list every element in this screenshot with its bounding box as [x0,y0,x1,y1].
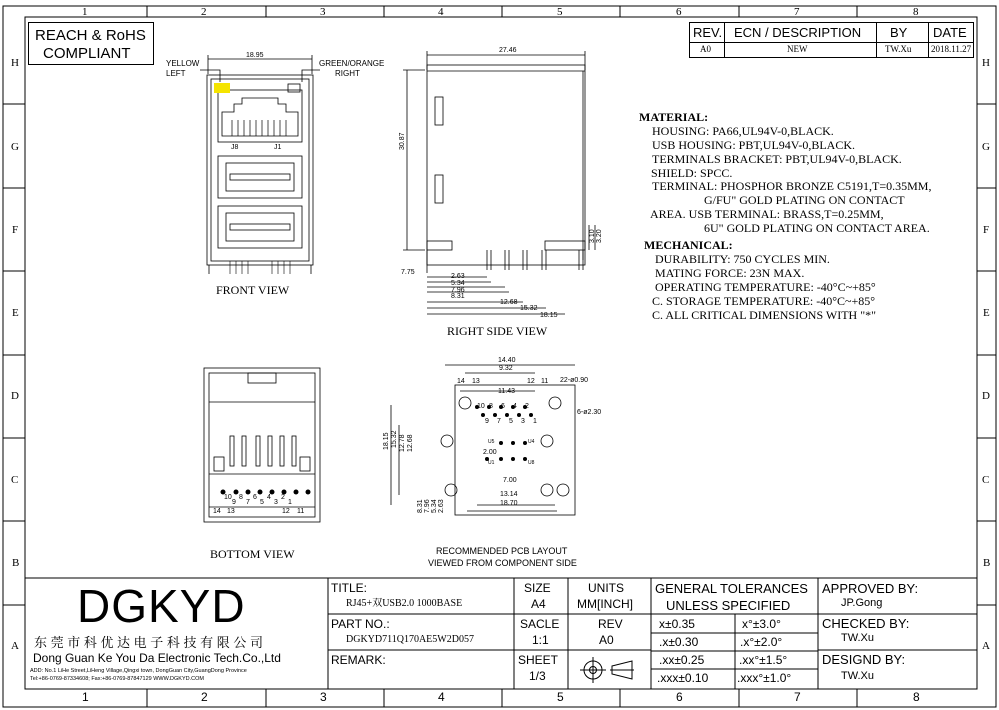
mechanical-header: MECHANICAL: [644,238,733,252]
pcb-pin-6: 6 [501,403,505,410]
zone-col-6: 6 [676,6,682,18]
title-label: TITLE: [331,581,368,595]
company-contact: Tel:+86-0769-87334608; Fax:+86-0769-87847129 WWW.DGKYD.COM [30,676,204,682]
pcb-usb-u8: U8 [528,460,535,466]
side-dim-1: 2.63 [451,273,465,280]
rev-value-tb: A0 [599,633,614,647]
side-view-drawing [395,45,605,325]
pcb-pin-12: 12 [527,378,535,385]
bottom-pin-8: 8 [239,494,243,501]
tolerance-lin-1: x±0.35 [659,617,695,631]
pin-j8-label: J8 [231,144,239,151]
side-left-dim: 7.75 [401,269,415,276]
zone-col-5: 5 [557,6,563,18]
tolerance-ang-2: .x°±2.0° [740,635,783,649]
zone-col-4-bottom: 4 [438,690,445,704]
tolerance-header-2: UNLESS SPECIFIED [666,598,791,613]
rev-label: REV [598,617,623,631]
sheet-label: SHEET [518,653,559,667]
zone-row-c-right: C [982,474,990,486]
partno-label: PART NO.: [331,617,390,631]
units-value: MM[INCH] [577,597,633,611]
front-view-drawing [190,50,330,280]
material-line-4: SHIELD: SPCC. [651,166,733,180]
side-view-title: RIGHT SIDE VIEW [447,324,548,338]
title-value: RJ45+双USB2.0 1000BASE [346,598,463,609]
tolerance-header-1: GENERAL TOLERANCES [655,581,808,596]
led-right-sub: RIGHT [335,69,360,78]
partno-value: DGKYD711Q170AE5W2D057 [346,634,474,645]
company-logo: DGKYD [77,580,246,632]
rev-header: REV. [693,25,723,40]
pcb-title-line1: RECOMMENDED PCB LAYOUT [436,546,568,556]
checked-value: TW.Xu [841,632,875,644]
tolerance-lin-4: .xxx±0.10 [657,671,709,685]
pcb-pin-11: 11 [541,378,549,385]
side-tail-dim-2: 3.20 [596,229,603,243]
pcb-dim-top-1: 14.40 [498,357,516,364]
tolerance-ang-4: .xxx°±1.0° [737,671,792,685]
pcb-dim-mid-4: 18.70 [500,500,518,507]
pcb-dim-left-1: 18.15 [383,432,390,450]
pin-j1-label: J1 [274,144,282,151]
zone-row-g: G [11,141,19,153]
pcb-pin-14: 14 [457,378,465,385]
pcb-dim-bl-2: 7.96 [424,499,431,513]
pcb-usb-u4: U4 [528,439,535,445]
side-height-dim: 30.87 [399,132,406,150]
zone-col-8-bottom: 8 [913,690,920,704]
pcb-usb-u5: U5 [488,439,495,445]
tolerance-ang-1: x°±3.0° [742,617,781,631]
mechanical-line-2: MATING FORCE: 23N MAX. [655,266,805,280]
zone-row-a: A [11,640,19,652]
pcb-hole-large: 6-ø2.30 [577,409,602,416]
mechanical-line-5: C. ALL CRITICAL DIMENSIONS WITH "*" [652,308,877,322]
pcb-pin-10: 10 [477,403,485,410]
led-left-label: YELLOW [166,59,200,68]
by-value: TW.Xu [885,44,912,54]
bottom-pin-12: 12 [282,508,290,515]
remark-label: REMARK: [331,653,386,667]
pcb-hole-small: 22-ø0.90 [560,377,589,384]
zone-col-2-bottom: 2 [201,690,208,704]
bottom-pin-4: 4 [267,494,271,501]
material-header: MATERIAL: [639,110,709,124]
zone-col-2: 2 [201,6,207,18]
bottom-pin-13: 13 [227,508,235,515]
zone-row-b: B [12,557,20,569]
pcb-dim-bl-4: 2.63 [438,499,445,513]
front-view-title: FRONT VIEW [216,283,290,297]
zone-col-7-bottom: 7 [794,690,801,704]
side-dim-7: 18.15 [540,312,558,319]
designed-value: TW.Xu [841,670,875,682]
zone-col-5-bottom: 5 [557,690,564,704]
zone-row-h-right: H [982,57,990,69]
zone-row-f-right: F [983,224,990,236]
rev-value: A0 [700,44,711,54]
material-line-3: TERMINALS BRACKET: PBT,UL94V-0,BLACK. [652,152,902,166]
bottom-pin-2: 2 [281,494,285,501]
zone-row-a-right: A [982,640,990,652]
pcb-dim-bl-1: 8.31 [417,499,424,513]
bottom-pin-7: 7 [246,499,250,506]
zone-row-g-right: G [982,141,990,153]
sheet-value: 1/3 [529,669,546,683]
zone-row-c: C [11,474,19,486]
front-width-dim: 18.95 [246,52,264,59]
bottom-pin-3: 3 [274,499,278,506]
pcb-dim-left-4: 12.68 [407,434,414,452]
checked-label: CHECKED BY: [822,616,910,631]
tolerance-lin-3: .xx±0.25 [659,653,705,667]
size-value: A4 [531,597,546,611]
pcb-dim-top-3: 11.43 [498,388,515,395]
approved-value: JP.Gong [841,597,883,609]
material-line-2: USB HOUSING: PBT,UL94V-0,BLACK. [652,138,856,152]
pcb-dim-bl-3: 5.34 [431,499,438,513]
material-line-6: G/FU" GOLD PLATING ON CONTACT [704,193,905,207]
zone-row-e: E [12,307,19,319]
side-dim-2: 5.34 [451,280,465,287]
pcb-pin-1: 1 [533,418,537,425]
mechanical-line-4: C. STORAGE TEMPERATURE: -40°C~+85° [652,294,876,308]
compliance-box [28,22,154,65]
zone-row-e-right: E [983,307,990,319]
ecn-header: ECN / DESCRIPTION [734,25,862,40]
bottom-pin-9: 9 [232,499,236,506]
material-line-7: AREA. USB TERMINAL: BRASS,T=0.25MM, [650,207,884,221]
date-value: 2018.11.27 [931,44,972,54]
side-dim-3: 7.96 [451,287,465,294]
zone-col-6-bottom: 6 [676,690,683,704]
pcb-pin-3: 3 [521,418,525,425]
material-line-8: 6U" GOLD PLATING ON CONTACT AREA. [704,221,930,235]
side-dim-4: 8.31 [451,293,465,300]
zone-row-f: F [12,224,19,236]
tolerance-ang-3: .xx°±1.5° [739,653,788,667]
pcb-dim-left-2: 15.32 [391,430,398,448]
revision-table [689,22,974,58]
zone-col-4: 4 [438,6,444,18]
date-header: DATE [933,25,967,40]
zone-row-h: H [11,57,19,69]
size-label: SIZE [524,581,551,595]
scale-value: 1:1 [532,633,549,647]
bottom-pin-14: 14 [213,508,221,515]
approved-label: APPROVED BY: [822,581,919,596]
company-name-cn: 东 莞 市 科 优 达 电 子 科 技 有 限 公 司 [34,635,263,650]
scale-label: SACLE [520,617,560,631]
pcb-pin-13: 13 [472,378,480,385]
bottom-pin-1: 1 [288,499,292,506]
zone-col-7: 7 [794,6,800,18]
pcb-dim-top-2: 9.32 [499,365,513,372]
led-right-label: GREEN/ORANGE [319,59,385,68]
zone-col-1-bottom: 1 [82,690,89,704]
pcb-pin-7: 7 [497,418,501,425]
bottom-pin-6: 6 [253,494,257,501]
bottom-view-drawing [198,362,328,532]
projection-symbol-icon [578,655,638,685]
compliance-line1: REACH & RoHS [35,27,146,44]
zone-col-8: 8 [913,6,919,18]
zone-row-d: D [11,390,19,402]
pcb-pin-5: 5 [509,418,513,425]
by-header: BY [890,25,908,40]
pcb-pin-8: 8 [489,403,493,410]
designed-label: DESIGND BY: [822,652,906,667]
zone-row-d-right: D [982,390,990,402]
bottom-pin-11: 11 [297,508,305,515]
material-line-5: TERMINAL: PHOSPHOR BRONZE C5191,T=0.35MM, [652,179,932,193]
material-line-1: HOUSING: PA66,UL94V-0,BLACK. [652,124,834,138]
pcb-pin-9: 9 [485,418,489,425]
bottom-pin-5: 5 [260,499,264,506]
pcb-dim-mid-3: 13.14 [500,491,518,498]
units-label: UNITS [588,581,624,595]
pcb-dim-left-3: 12.78 [399,434,406,452]
mechanical-line-1: DURABILITY: 750 CYCLES MIN. [655,252,830,266]
side-width-dim: 27.46 [499,47,517,54]
ecn-value: NEW [787,44,808,54]
zone-col-3: 3 [320,6,326,18]
company-name-en: Dong Guan Ke You Da Electronic Tech.Co.,Ltd [33,651,281,665]
pcb-pin-2: 2 [525,403,529,410]
led-yellow [214,83,230,93]
bottom-view-title: BOTTOM VIEW [210,547,295,561]
company-address: ADD: No.1 LiHe Street,LiHeng Village,Qingxi town, DongGuan City,GuangDong Province [30,668,247,674]
mechanical-line-3: OPERATING TEMPERATURE: -40°C~+85° [655,280,876,294]
side-dim-6: 15.32 [520,305,538,312]
pcb-title-line2: VIEWED FROM COMPONENT SIDE [428,558,577,568]
zone-col-1: 1 [82,6,88,18]
tolerance-lin-2: .x±0.30 [659,635,699,649]
bottom-pin-10: 10 [224,494,232,501]
pcb-pin-4: 4 [513,403,517,410]
side-dim-5: 12.68 [500,299,518,306]
compliance-line2: COMPLIANT [43,45,131,62]
led-left-sub: LEFT [166,69,186,78]
zone-row-b-right: B [983,557,991,569]
pcb-usb-u1: U1 [488,460,495,466]
zone-col-3-bottom: 3 [320,690,327,704]
side-tail-dim-1: 3.10 [589,229,596,243]
pcb-dim-mid-1: 2.00 [483,449,497,456]
pcb-dim-mid-2: 7.00 [503,477,517,484]
